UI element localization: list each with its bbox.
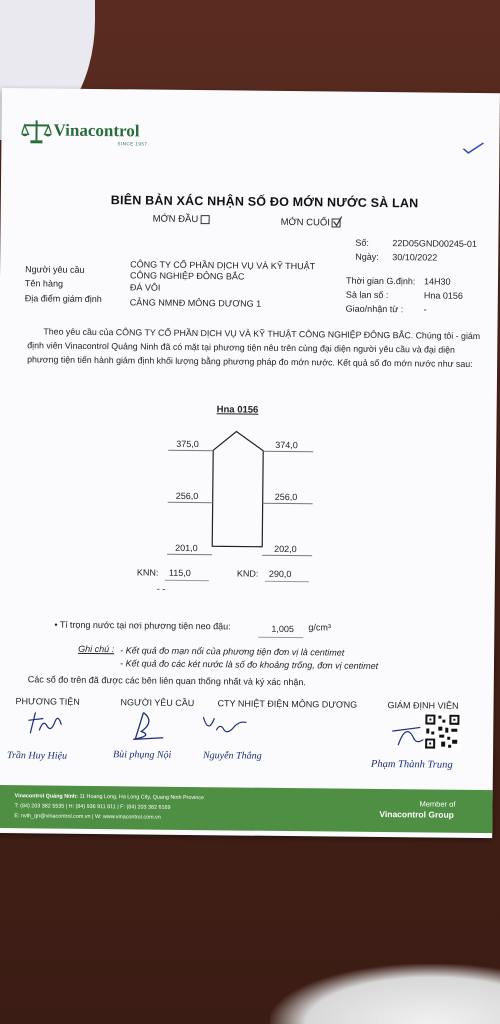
draft-line-mid-right [263,503,313,505]
intro-paragraph: Theo yêu cầu của CÔNG TY CỔ PHẦN DỊCH VỤ VÀ KỸ THUẬT CÔNG NGHIỆP ĐÔNG BẮC. Chúng tôi - giám định viên Vinacontrol Quảng Ninh đã có mặt tại phương tiện nêu trên cùng đại diện người yêu cầu và đại diện phương tiện tiến hành giám định khối lượng bằng phương pháp đo mớn nước. Kết quả số đo mớn nước như sau: [27,326,481,369]
agreement-text: Các số đo trên đã được các bên liên quan thống nhất và ký xác nhận. [27,674,306,688]
draft-line-top-left [168,450,213,451]
goods-value: ĐÁ VÔI [129,282,161,293]
knd-value: 290,0 [268,568,292,580]
mon-dau-label: MỚN ĐẦU [152,213,199,226]
water-density-unit: g/cm³ [308,622,331,633]
company-since: SINCE 1957 [117,141,148,147]
signer-name-requester: Bùi phụng Nội [112,749,172,761]
doc-number-value: 22D05GND00245-01 [392,238,478,249]
draft-right-bot: 202,0 [274,543,297,555]
location-label: Địa điểm giám định [24,293,102,305]
signer-name-power-company: Nguyễn Thắng [202,750,262,762]
density-underline [258,637,303,638]
draft-line-bot-right [262,555,312,557]
barge-number-value: Hna 0156 [423,290,463,301]
footer-bar [0,785,493,833]
note-1: - Kết quả đo mạn nổi của phương tiện đơn vị là centimet [120,645,345,658]
mon-dau-checkbox [200,215,209,224]
vessel-title: Hna 0156 [216,404,259,416]
company-name: Vinacontrol [53,120,140,141]
footer-office-name: Vinacontrol Quảng Ninh: [14,793,79,800]
mon-cuoi-checkbox [332,218,341,227]
notes-label: Ghi chú : [78,643,115,655]
draft-line-top-right [263,451,313,453]
doc-date-label: Ngày: [355,251,379,262]
requester-label: Người yêu cầu [25,264,85,275]
footer-group-name: Vinacontrol Group [379,808,454,820]
location-value: CẢNG NMNĐ MÔNG DƯƠNG 1 [129,297,262,309]
delivery-label: Giao/nhận từ : [345,303,404,315]
footer-address-text: 11 Hoang Long, Ha Long City, Quang Ninh Province [79,793,204,802]
check-icon [333,215,343,227]
draft-right-mid: 256,0 [274,491,298,503]
qr-code-icon [423,712,461,750]
doc-date-value: 30/10/2022 [392,252,438,263]
company-logo [21,118,51,146]
goods-label: Tên hàng [24,278,64,289]
draft-line-bot-left [167,554,212,555]
requester-value-line1: CÔNG TY CỔ PHẦN DỊCH VỤ VÀ KỸ THUẬT [130,259,316,272]
note-2: - Kết quả đo các két nước là số đo khoảng trống, đơn vị centimet [119,658,379,671]
knn-label: KNN: [136,567,159,578]
footer-contacts: E: nvth_qn@vinacontrol.com.vn | W: www.vinacontrol.com.vn [14,813,161,821]
knn-dashes: - - [156,583,166,594]
requester-value-line2: CÔNG NGHIỆP ĐÔNG BẮC [129,270,245,282]
signer-name-vessel: Trần Huy Hiệu [6,750,68,762]
draft-left-bot: 201,0 [175,542,198,554]
sign-header-surveyor: GIÁM ĐỊNH VIÊN [387,700,459,711]
knn-underline [165,580,209,581]
mon-cuoi-option [281,217,341,229]
doc-number-label: Số: [355,237,369,248]
scales-logo-icon [21,118,51,144]
background-cloth [270,964,500,1024]
sign-header-power-company: CTY NHIỆT ĐIỆN MÔNG DƯƠNG [217,698,358,710]
footer-phones: T: (84) 203 382 5535 | H: (84) 936 911 811 | F: (84) 203 382 6169 [14,803,171,811]
draft-left-top: 375,0 [176,438,199,450]
mon-cuoi-label: MỚN CUỐI [280,216,330,229]
water-density-value: 1,005 [271,623,294,635]
water-density-label: • Tỉ trọng nước tại nơi phương tiện neo đậu: [54,619,231,632]
draft-left-mid: 256,0 [175,490,199,502]
signature-power-company-mark [200,712,250,743]
barge-number-label: Sà lan số : [345,289,389,301]
signature-requester-mark [123,709,168,744]
signer-name-surveyor: Phạm Thành Trung [370,758,453,771]
draft-right-top: 374,0 [275,439,298,451]
knd-label: KND: [236,568,259,579]
mon-dau-option [153,214,210,226]
checkmark-icon [461,141,485,155]
document-title: BIÊN BẢN XÁC NHẬN SỐ ĐO MỚN NƯỚC SÀ LAN [110,193,419,211]
delivery-value: - [423,304,427,315]
survey-time-value: 14H30 [423,276,451,287]
footer-member-of: Member of [419,799,456,809]
signature-vessel-mark [25,708,65,738]
sign-header-requester: NGƯỜI YÊU CẦU [120,697,195,709]
knn-value: 115,0 [168,567,191,579]
draft-line-mid-left [168,502,213,503]
survey-time-label: Thời gian G.định: [345,275,416,287]
document-sheet [0,88,500,838]
sign-header-vessel: PHƯƠNG TIỆN [15,696,80,707]
barge-outline-diagram [207,428,268,549]
knd-underline [265,581,309,582]
footer-address [15,793,204,801]
